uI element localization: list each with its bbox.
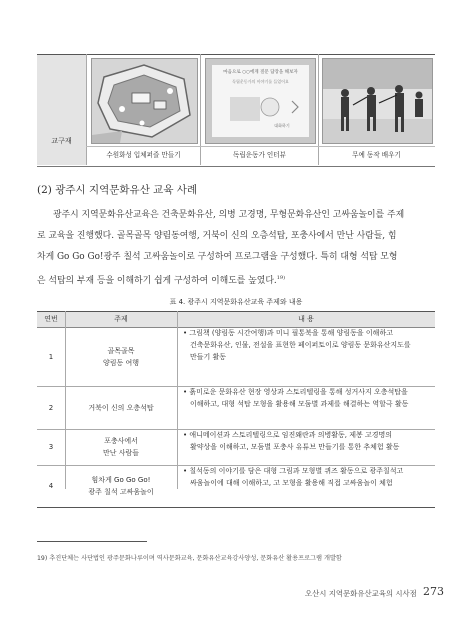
caption-martial-arts: 무예 동작 배우기 bbox=[352, 151, 401, 159]
paragraph-line-last bbox=[37, 268, 435, 292]
row-topic bbox=[65, 327, 177, 386]
materials-divider bbox=[318, 54, 319, 165]
table-caption: 표 4. 광주시 지역문화유산교육 주제와 내용 bbox=[169, 298, 303, 306]
header-topic: 주제 bbox=[114, 315, 128, 323]
puzzle-photo bbox=[91, 58, 198, 144]
row-topic bbox=[65, 429, 177, 465]
martial-arts-photo bbox=[322, 58, 433, 144]
row-content bbox=[183, 327, 433, 386]
row-content bbox=[183, 429, 433, 465]
materials-divider bbox=[86, 54, 87, 165]
page-number: 273 bbox=[423, 585, 444, 598]
fortress-puzzle-image bbox=[92, 59, 197, 143]
row-content bbox=[183, 465, 433, 507]
footnote-rule bbox=[37, 541, 147, 542]
slide-subtitle: 독립운동가의 이야기를 들었어요 bbox=[232, 79, 289, 84]
row-number: 1 bbox=[48, 352, 54, 361]
content-line: 건축문화유산, 인물, 전설을 표현한 페이퍼토이로 양림동 문화유산지도를 bbox=[190, 341, 411, 349]
header-number: 연번 bbox=[44, 315, 58, 323]
content-line: 활약상을 이해하고, 모둠별 포충사 유튜브 만들기를 통한 추체험 활동 bbox=[190, 443, 400, 451]
topic-line: 만난 사람들 bbox=[102, 449, 140, 457]
slide-button-label: 대화하기 bbox=[274, 123, 290, 128]
paragraph-line: 은 석탑의 부재 등을 이해하기 쉽게 구성하여 이해도를 높였다. bbox=[37, 275, 277, 286]
footnote-ref: 19) bbox=[276, 275, 286, 281]
content-line: • 흙미로운 문화유산 현장 영상과 스토리텔링을 통해 성거사지 오층석탑을 bbox=[183, 388, 408, 396]
slide-title: 마음으로 ○○에게 질문 답장을 해보자 bbox=[223, 70, 298, 75]
topic-line: 양림동 여행 bbox=[102, 358, 140, 367]
materials-caption-divider bbox=[86, 146, 435, 147]
interview-slide bbox=[205, 58, 316, 144]
materials-row-label: 교구재 bbox=[51, 137, 72, 145]
section-paragraph bbox=[37, 205, 435, 292]
content-line: • 애니메이션과 스토리텔링으로 임진왜란과 의병활동, 제봉 고경명의 bbox=[183, 431, 393, 439]
content-line: 이해하고, 대형 석탑 모형을 활용해 모둠별 과제를 해결하는 역할극 활동 bbox=[190, 400, 409, 408]
row-number: 2 bbox=[48, 403, 54, 412]
running-title: 오산시 지역문화유산교육의 시사점 bbox=[305, 589, 417, 598]
paragraph-line: 차게 Go Go Go!광주 칠석 고싸움놀이로 구성하여 프로그램을 구성했다. 특히 대형 석탑 모형 bbox=[37, 252, 398, 262]
content-line: • 칠석동의 이야기를 담은 대형 그림과 모형별 퀴즈 활동으로 광주칠석고 bbox=[183, 467, 404, 475]
content-line: 싸움놀이에 대해 이해하고, 고 모형을 활용해 직접 고싸움놀이 체험 bbox=[190, 479, 393, 487]
topic-line: 포충사에서 bbox=[104, 437, 138, 445]
paragraph-line: 광주시 지역문화유산교육은 건축문화유산, 의병 고경명, 무형문화유산인 고싸움놀이를 주제 bbox=[53, 210, 405, 220]
materials-divider bbox=[200, 54, 201, 165]
footnote: 19) 추진단체는 사단법인 광주문화나루이며 역사문화교육, 문화유산교육강사양성, 문화유산 활용프로그램 개발함 bbox=[37, 555, 342, 562]
caption-interview: 독립운동가 인터뷰 bbox=[232, 151, 287, 159]
row-topic: 거북이 신의 오층석탑 bbox=[88, 403, 154, 412]
caption-puzzle: 수원화성 입체퍼즐 만들기 bbox=[106, 151, 181, 159]
row-content bbox=[183, 386, 433, 429]
row-number: 3 bbox=[48, 443, 54, 451]
content-line: • 그림책 (양림동 시간여행)과 미니 필통북을 통해 양림동을 이해하고 bbox=[183, 329, 393, 337]
martial-arts-image bbox=[323, 59, 432, 143]
header-content: 내 용 bbox=[298, 315, 314, 323]
topic-line: 골목골목 bbox=[107, 346, 135, 355]
section-title: (2) 광주시 지역문화유산 교육 사례 bbox=[37, 184, 198, 196]
content-line: 만들기 활동 bbox=[190, 353, 227, 361]
row-number: 4 bbox=[48, 482, 54, 490]
row-topic bbox=[65, 465, 177, 507]
topic-line: 힘차게 Go Go Go! bbox=[91, 476, 151, 484]
paragraph-line: 로 교육을 진행했다. 골목골목 양림동여행, 거북이 신의 오층석탑, 포충사에서 만난 사람들, 힘 bbox=[37, 231, 397, 241]
topic-line: 광주 칠석 고싸움놀이 bbox=[88, 488, 154, 496]
